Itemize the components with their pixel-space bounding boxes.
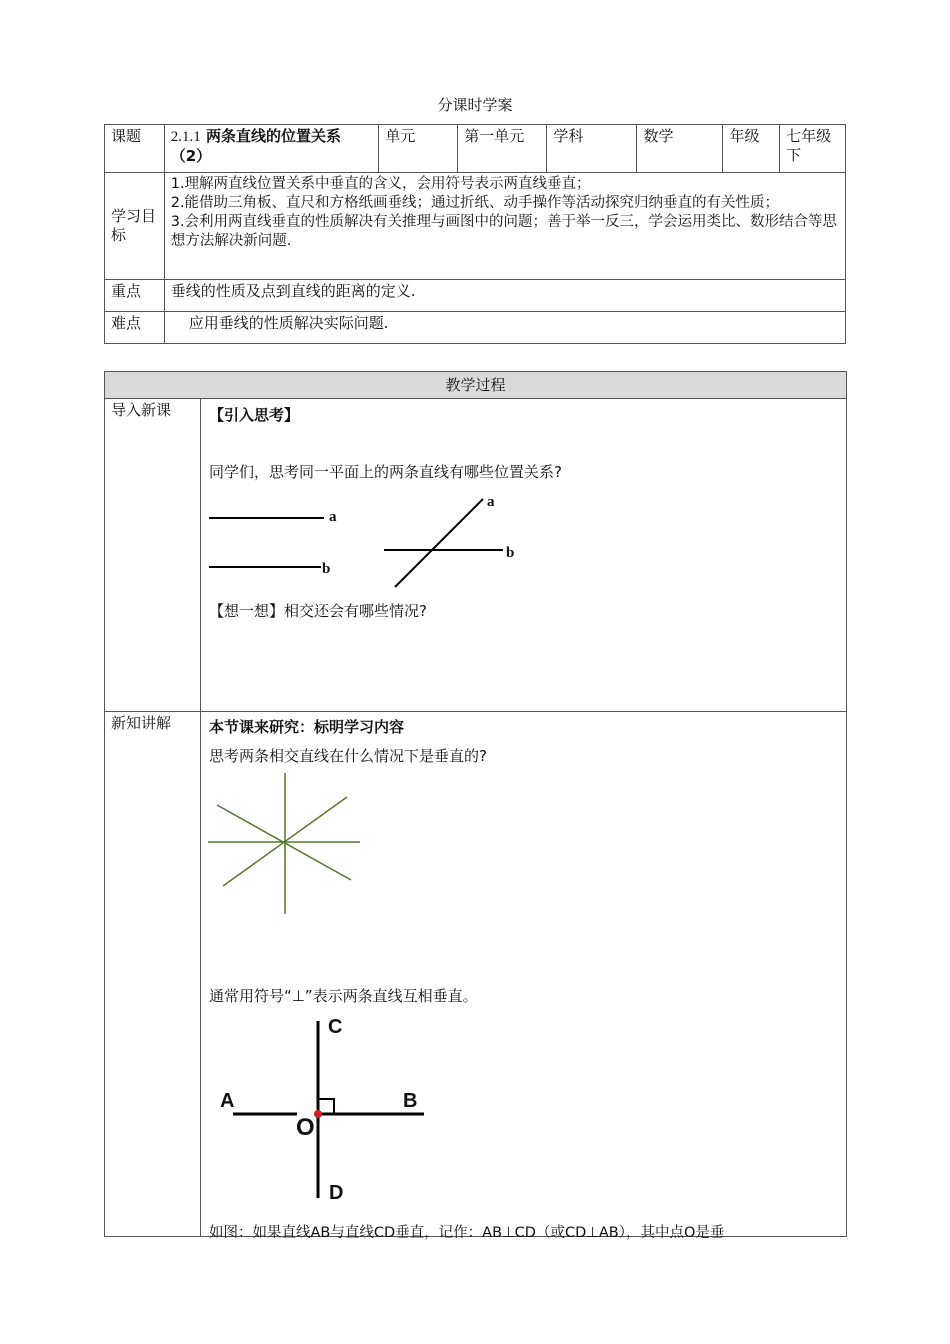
label-a-intersect: a — [487, 494, 495, 510]
intro-question: 同学们，思考同一平面上的两条直线有哪些位置关系? — [209, 463, 562, 481]
unit-value: 第一单元 — [458, 125, 547, 173]
intersecting-lines-figure — [200, 770, 370, 920]
label-b-intersect: b — [506, 545, 515, 561]
new-knowledge-label: 新知讲解 — [105, 712, 201, 1237]
key-point-label: 重点 — [105, 280, 165, 312]
new-question: 思考两条相交直线在什么情况下是垂直的? — [209, 747, 487, 765]
process-header: 教学过程 — [105, 372, 847, 399]
point-label-c: C — [328, 1016, 343, 1038]
intro-heading: 【引入思考】 — [209, 406, 300, 424]
document-title: 分课时学案 — [437, 96, 513, 114]
perpendicular-conclusion: 如图：如果直线AB与直线CD垂直，记作：AB⊥CD（或CD⊥AB），其中点O是垂 — [209, 1225, 725, 1241]
difficulty-value: 应用垂线的性质解决实际问题. — [164, 312, 845, 344]
goals-list — [164, 173, 845, 280]
key-point-value: 垂线的性质及点到直线的距离的定义. — [164, 280, 845, 312]
grade-label: 年级 — [723, 125, 780, 173]
difficulty-label: 难点 — [105, 312, 165, 344]
think-prompt: 【想一想】相交还会有哪些情况? — [209, 602, 427, 620]
point-label-b: B — [403, 1090, 418, 1112]
label-a-parallel: a — [329, 509, 337, 525]
grade-value: 七年级下 — [780, 125, 846, 173]
point-label-o: O — [296, 1114, 315, 1141]
point-label-d: D — [329, 1182, 344, 1204]
subject-value: 数学 — [637, 125, 723, 173]
topic-number: 2.1.1 — [170, 129, 201, 145]
intersection-point-o — [314, 1110, 322, 1118]
topic-label: 课题 — [105, 125, 165, 173]
unit-label: 单元 — [379, 125, 458, 173]
goal-item: 3.会利用两直线垂直的性质解决有关推理与画图中的问题；善于举一反三，学会运用类比、数形结合等思想方法解决新问题. — [170, 214, 838, 249]
label-b-parallel: b — [322, 561, 331, 577]
symbol-note: 通常用符号“⊥”表示两条直线互相垂直。 — [209, 987, 478, 1005]
topic-value — [164, 125, 379, 173]
new-heading: 本节课来研究：标明学习内容 — [209, 718, 405, 736]
goal-item: 2.能借助三角板、直尺和方格纸画垂线；通过折纸、动手操作等活动探究归纳垂直的有关性质； — [170, 195, 780, 211]
lesson-info-table — [104, 124, 846, 344]
topic-text: 两条直线的位置关系（2） — [170, 127, 341, 165]
goal-item: 1.理解两直线位置关系中垂直的含义，会用符号表示两直线垂直； — [170, 176, 591, 192]
point-label-a: A — [220, 1090, 235, 1112]
subject-label: 学科 — [547, 125, 637, 173]
goals-label: 学习目标 — [105, 173, 165, 280]
intersecting-line-a — [395, 499, 483, 587]
intro-label: 导入新课 — [105, 399, 201, 712]
